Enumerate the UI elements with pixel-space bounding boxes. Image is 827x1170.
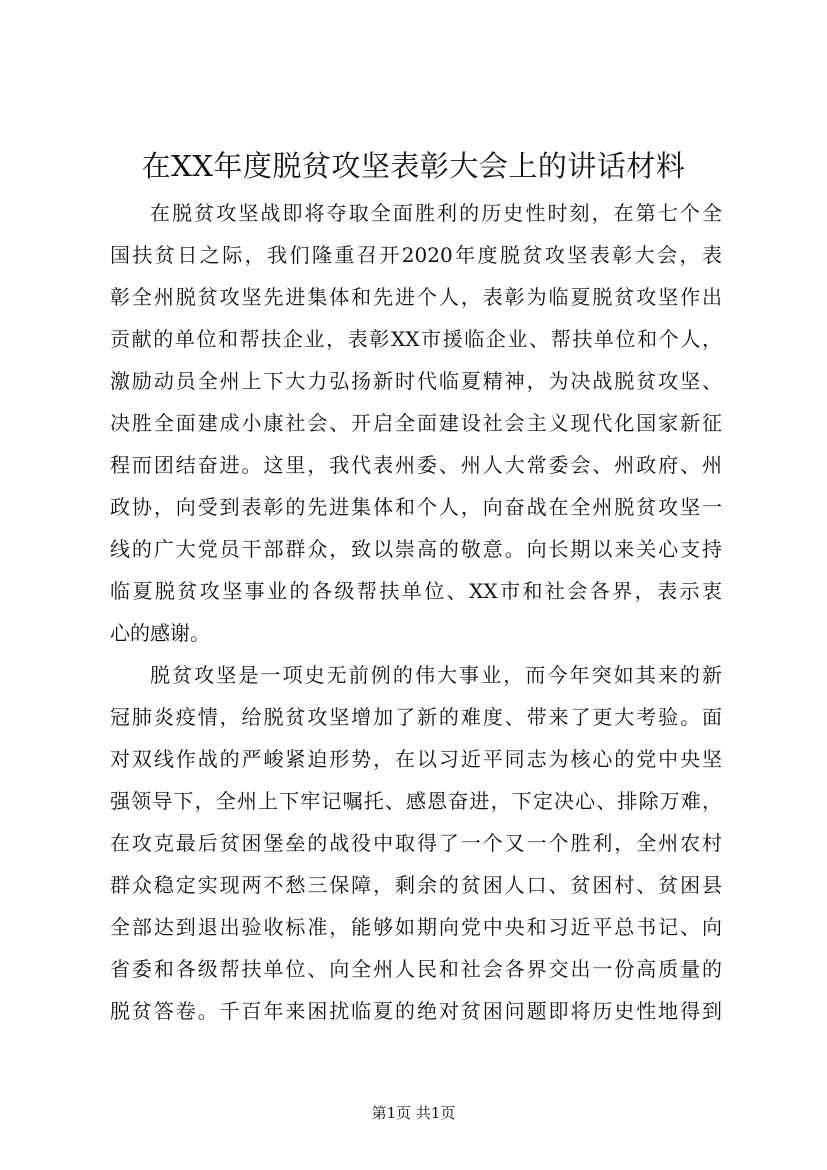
paragraph-2-line-1: 脱贫攻坚是一项史无前例的伟大事业，而今年突如其来的新 — [150, 663, 722, 687]
paragraph-1-line-10: 临夏脱贫攻坚事业的各级帮扶单位、XX市和社会各界，表示衷 — [110, 579, 722, 603]
paragraph-1-line-6: 决胜全面建成小康社会、开启全面建设社会主义现代化国家新征 — [110, 411, 722, 435]
paragraph-2-line-2: 冠肺炎疫情，给脱贫攻坚增加了新的难度、带来了更大考验。面 — [110, 705, 722, 729]
paragraph-1-line-3: 彰全州脱贫攻坚先进集体和先进个人，表彰为临夏脱贫攻坚作出 — [110, 285, 722, 309]
paragraph-2-line-5: 在攻克最后贫困堡垒的战役中取得了一个又一个胜利，全州农村 — [110, 831, 722, 855]
document-title: 在XX年度脱贫攻坚表彰大会上的讲话材料 — [141, 149, 686, 183]
page-number-footer: 第1页 共1页 — [371, 1104, 456, 1122]
paragraph-1-line-2: 国扶贫日之际，我们隆重召开2020年度脱贫攻坚表彰大会，表 — [110, 243, 722, 267]
paragraph-1-line-4: 贡献的单位和帮扶企业，表彰XX市援临企业、帮扶单位和个人， — [110, 327, 722, 351]
paragraph-2-line-3: 对双线作战的严峻紧迫形势，在以习近平同志为核心的党中央坚 — [110, 747, 722, 771]
paragraph-1-line-11: 心的感谢。 — [110, 621, 210, 645]
paragraph-1-line-8: 政协，向受到表彰的先进集体和个人，向奋战在全州脱贫攻坚一 — [110, 495, 722, 519]
paragraph-2-line-6: 群众稳定实现两不愁三保障，剩余的贫困人口、贫困村、贫困县 — [110, 873, 722, 897]
paragraph-1-line-1: 在脱贫攻坚战即将夺取全面胜利的历史性时刻，在第七个全 — [150, 201, 722, 225]
paragraph-2-line-9: 脱贫答卷。千百年来困扰临夏的绝对贫困问题即将历史性地得到 — [110, 999, 722, 1023]
paragraph-2-line-4: 强领导下，全州上下牢记嘱托、感恩奋进，下定决心、排除万难， — [110, 789, 722, 813]
paragraph-1-line-9: 线的广大党员干部群众，致以崇高的敬意。向长期以来关心支持 — [110, 537, 722, 561]
paragraph-1-line-5: 激励动员全州上下大力弘扬新时代临夏精神，为决战脱贫攻坚、 — [110, 369, 722, 393]
paragraph-2-line-7: 全部达到退出验收标准，能够如期向党中央和习近平总书记、向 — [110, 915, 722, 939]
paragraph-1-line-7: 程而团结奋进。这里，我代表州委、州人大常委会、州政府、州 — [110, 453, 722, 477]
paragraph-2-line-8: 省委和各级帮扶单位、向全州人民和社会各界交出一份高质量的 — [110, 957, 722, 981]
